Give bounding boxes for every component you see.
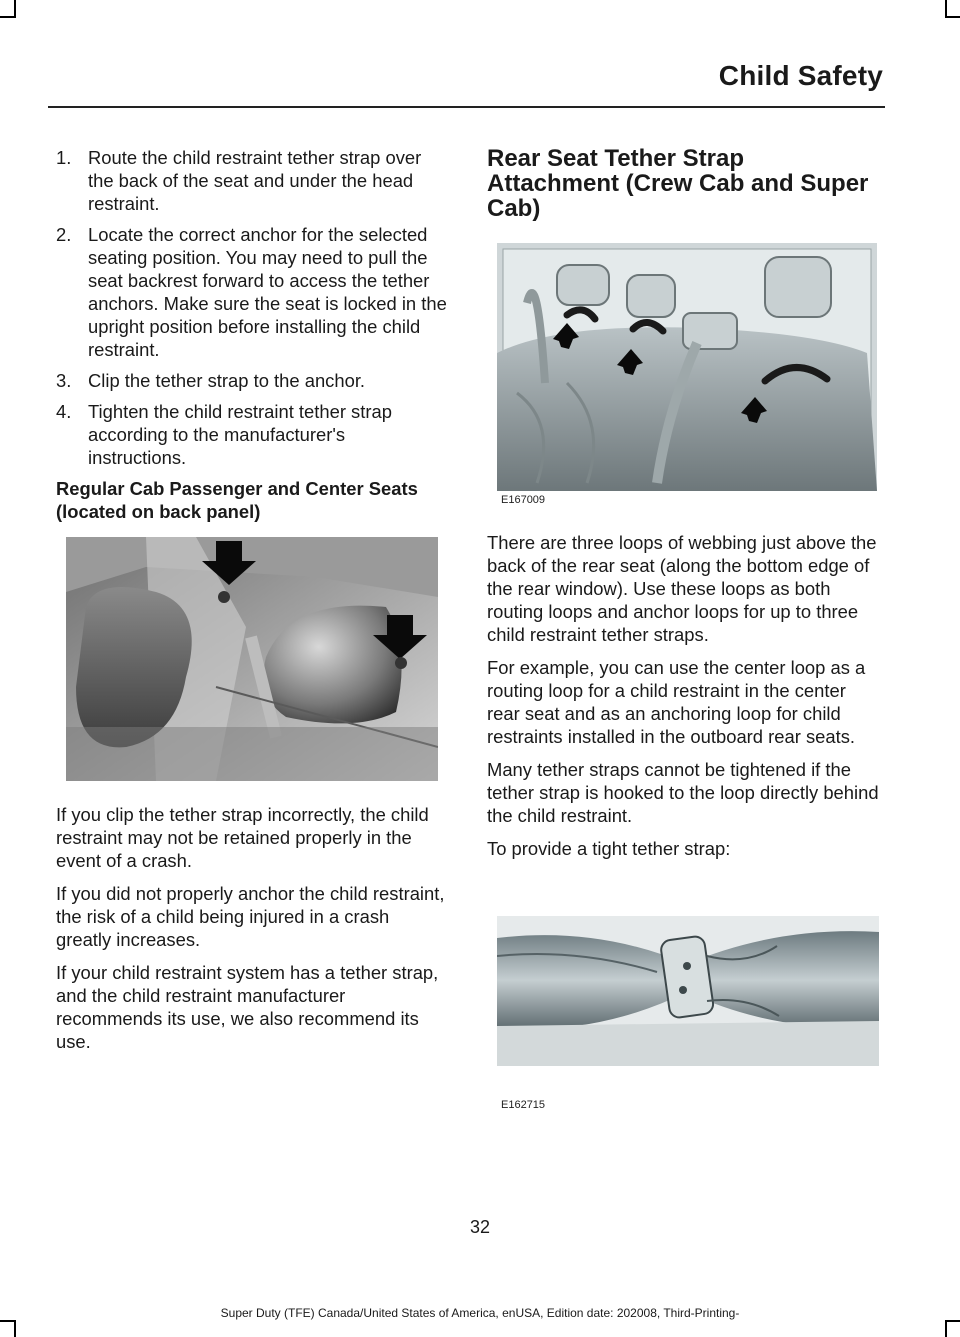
right-body-text: [487, 531, 879, 860]
section-heading: Regular Cab Passenger and Center Seats (located on back panel): [56, 478, 418, 522]
instruction-steps: [56, 146, 448, 469]
step-number: 4.: [56, 401, 72, 422]
figure-code: E167009: [501, 494, 546, 506]
step-text: Clip the tether strap to the anchor.: [88, 370, 366, 391]
figure-code: E162715: [501, 1099, 546, 1111]
paragraph: There are three loops of webbing just above the back of the rear seat (along the bottom edge of the rear window). Use these loops as both routing loops and anchor loops for up to three child restraint tether straps.: [487, 532, 877, 645]
footer-text: Super Duty (TFE) Canada/United States of America, enUSA, Edition date: 202008, Third-Printing-: [220, 1306, 740, 1320]
header-divider: [48, 106, 885, 108]
crop-mark: [0, 16, 16, 18]
page-number: 32: [469, 1217, 491, 1237]
rear-seat-illustration: [497, 243, 877, 491]
step-text: Route the child restraint tether strap over the back of the seat and under the head restraint.: [88, 147, 422, 214]
section-heading: Rear Seat Tether Strap Attachment (Crew Cab and Super Cab): [487, 145, 869, 222]
step-text: Tighten the child restraint tether strap according to the manufacturer's instructions.: [88, 401, 392, 468]
crop-mark: [945, 1320, 960, 1322]
list-item: [56, 223, 448, 361]
paragraph: Many tether straps cannot be tightened if the tether strap is hooked to the loop directly behind the child restraint.: [487, 759, 879, 826]
rear-seat-figure: [497, 243, 877, 511]
list-item: [56, 400, 448, 469]
paragraph: If your child restraint system has a tether strap, and the child restraint manufacturer recommends its use, we also recommend its use.: [56, 962, 439, 1052]
paragraph: To provide a tight tether strap:: [487, 838, 731, 859]
list-item: [56, 369, 448, 392]
paragraph: For example, you can use the center loop as a routing loop for a child restraint in the center rear seat and as an anchoring loop for child restraints installed in the outboard rear seats.: [487, 657, 866, 747]
tether-strap-illustration: [497, 916, 879, 1066]
regular-cab-illustration: [66, 537, 438, 781]
paragraph: If you clip the tether strap incorrectly, the child restraint may not be retained properly in the event of a crash.: [56, 804, 429, 871]
crop-mark: [0, 1320, 16, 1322]
step-number: 1.: [56, 147, 72, 168]
step-number: 3.: [56, 370, 72, 391]
crop-mark: [945, 1320, 947, 1337]
paragraph: If you did not properly anchor the child restraint, the risk of a child being injured in a crash greatly increases.: [56, 883, 445, 950]
left-column: [56, 146, 448, 1063]
crop-mark: [14, 1320, 16, 1337]
right-column: [487, 146, 879, 1126]
list-item: [56, 146, 448, 215]
page-title: Child Safety: [718, 60, 883, 91]
tether-strap-figure: [497, 916, 879, 1126]
step-number: 2.: [56, 224, 72, 245]
regular-cab-figure: [66, 537, 438, 781]
step-text: Locate the correct anchor for the selected seating position. You may need to pull the seat backrest forward to access the tether anchors. Make sure the seat is locked in the upright position before installing the child restraint.: [88, 224, 447, 360]
crop-mark: [945, 16, 960, 18]
left-body-text: [56, 803, 448, 1053]
